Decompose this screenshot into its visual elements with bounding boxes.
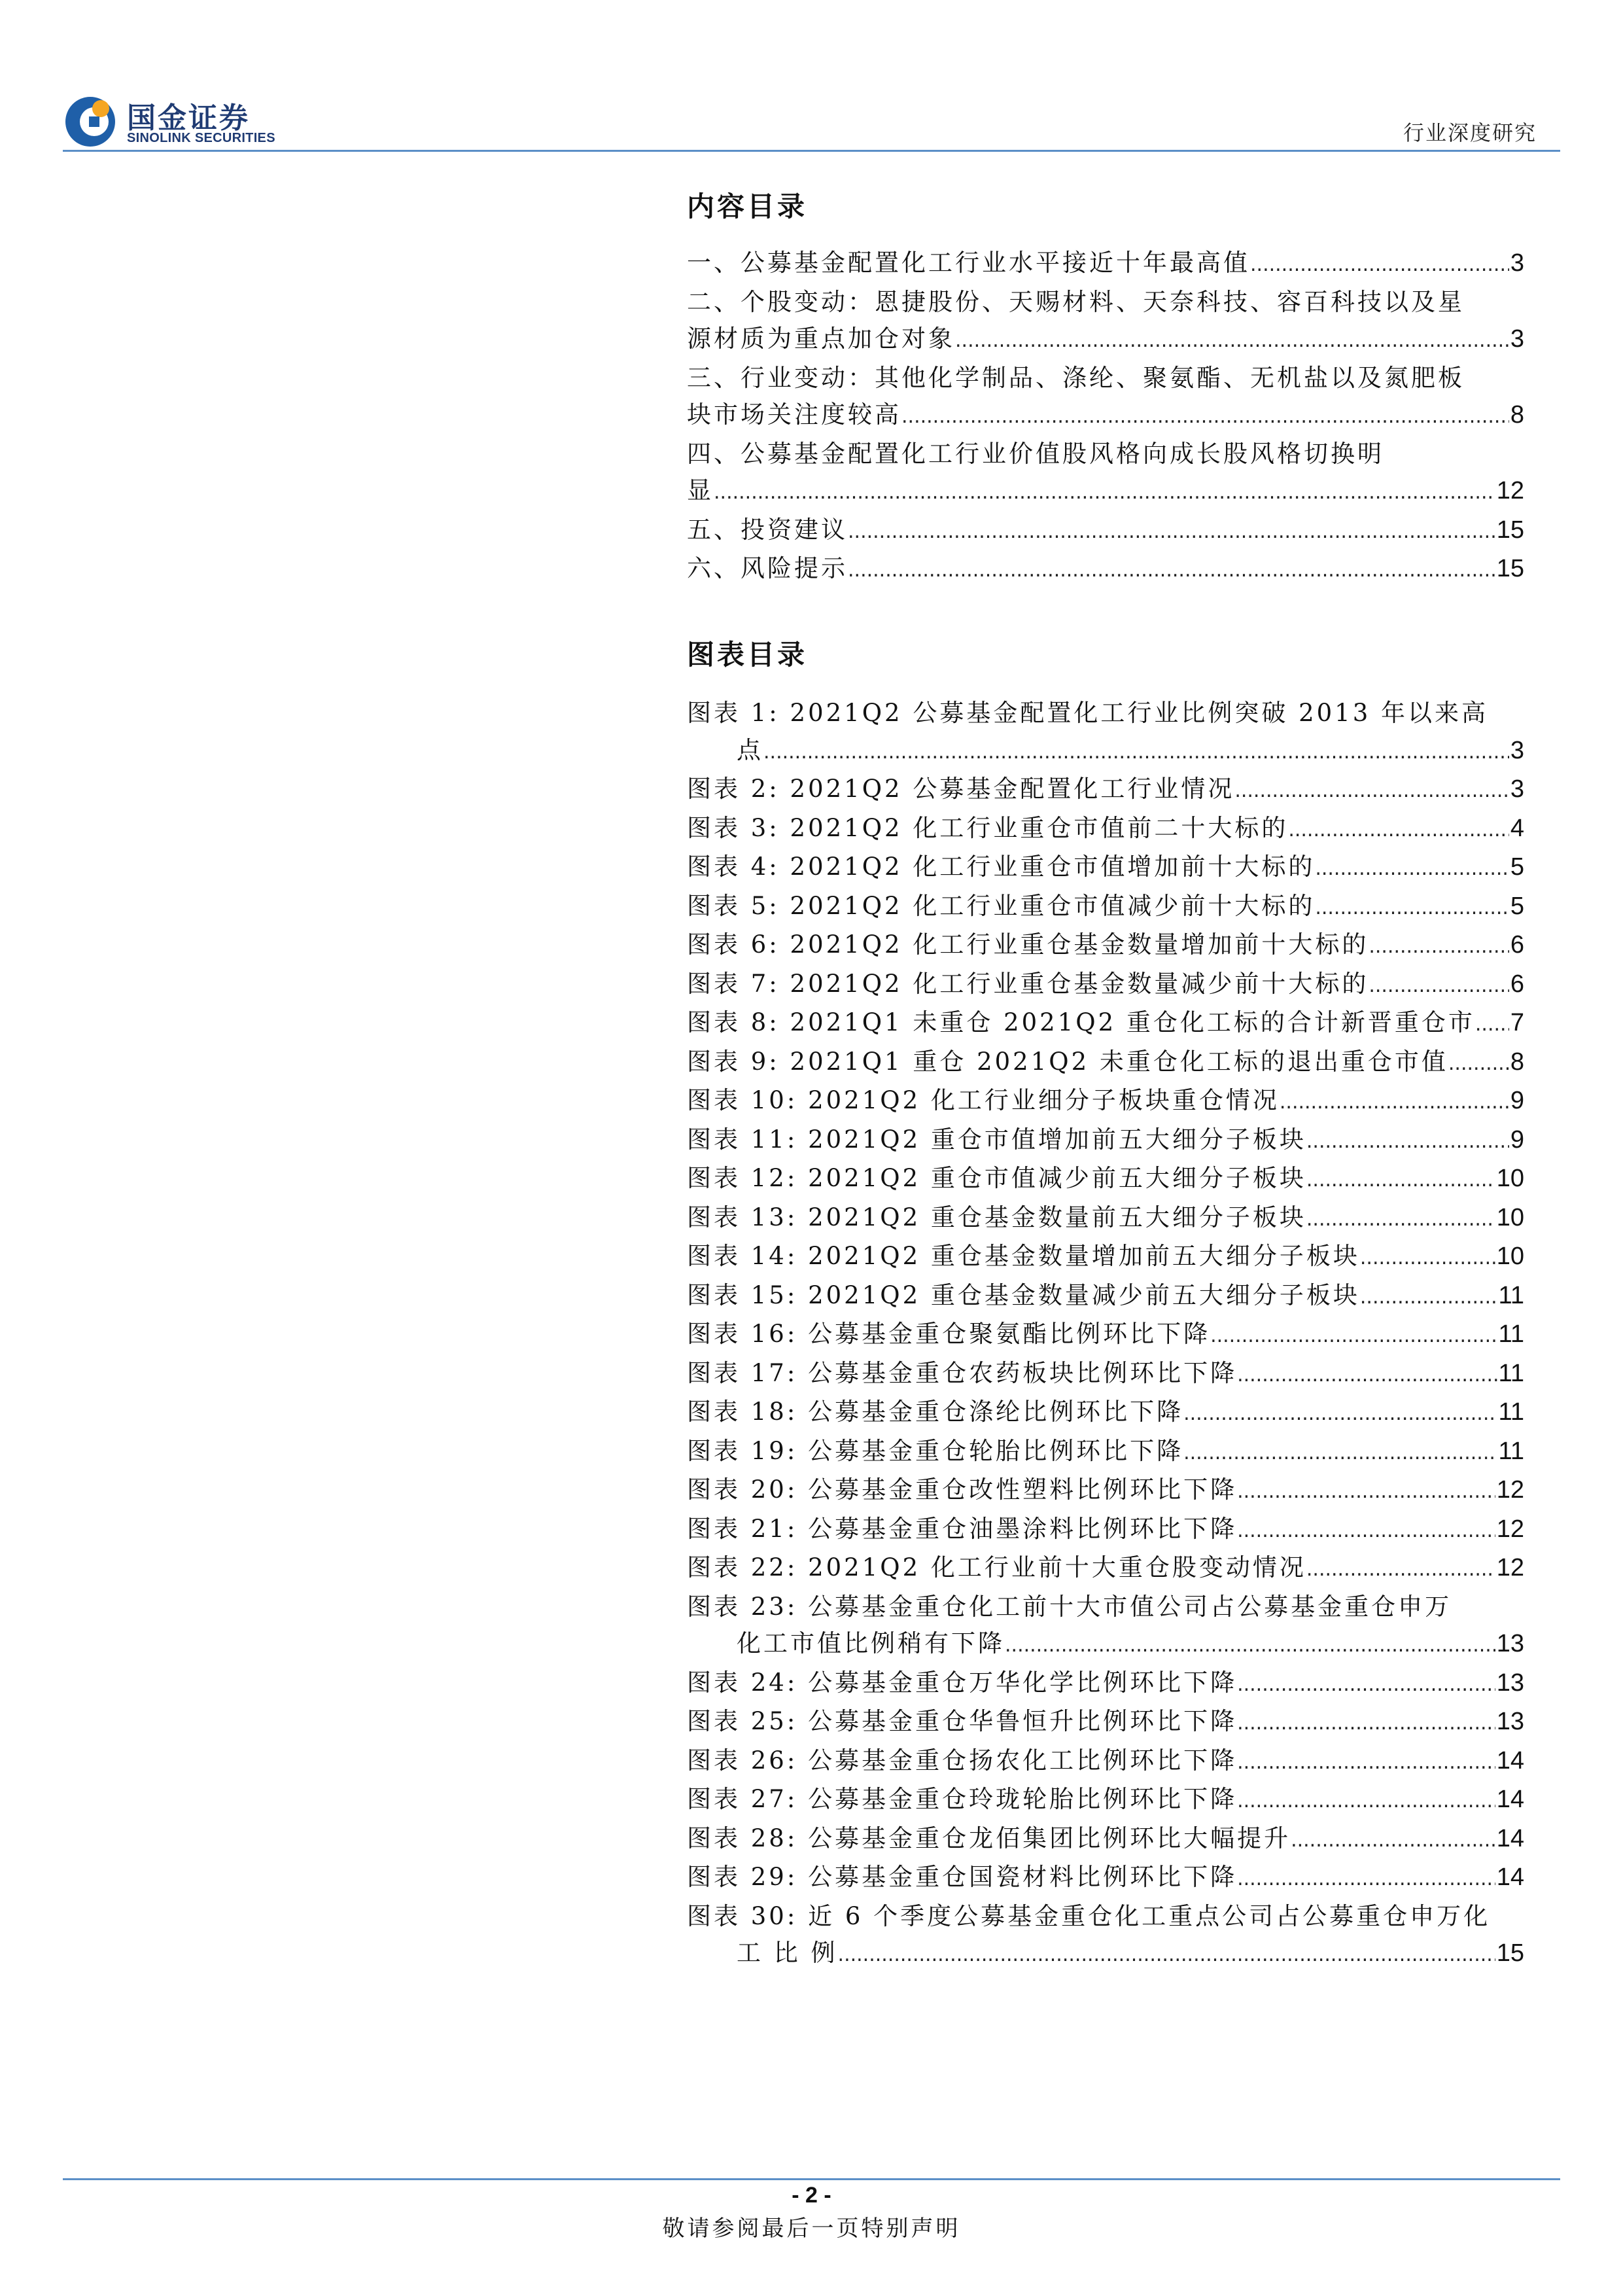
dot-leader bbox=[1237, 1783, 1495, 1820]
toc-page-number: 14 bbox=[1496, 1863, 1524, 1891]
toc-entry[interactable] bbox=[687, 888, 1524, 927]
dot-leader bbox=[1280, 1084, 1509, 1122]
toc-page-number: 12 bbox=[1496, 477, 1524, 504]
toc-entry[interactable] bbox=[687, 1820, 1524, 1860]
toc-entry[interactable] bbox=[687, 550, 1524, 590]
dot-leader bbox=[1306, 1551, 1495, 1589]
toc-page-number: 11 bbox=[1498, 1437, 1524, 1465]
toc-page-number: 14 bbox=[1496, 1786, 1524, 1813]
logo-chinese-name: 国金证券 bbox=[127, 101, 250, 135]
toc-entry[interactable] bbox=[687, 771, 1524, 810]
toc-entry-text: 图表 20: 公募基金重仓改性塑料比例环比下降 bbox=[687, 1475, 1238, 1504]
figures-list bbox=[687, 695, 1524, 1974]
toc-entry[interactable] bbox=[687, 1394, 1524, 1433]
toc-page-number: 9 bbox=[1510, 1087, 1524, 1114]
toc-entry-text: 六、风险提示 bbox=[687, 554, 848, 582]
toc-page-number: 11 bbox=[1498, 1359, 1524, 1387]
toc-entry-text: 图表 6: 2021Q2 化工行业重仓基金数量增加前十大标的 bbox=[687, 930, 1369, 959]
dot-leader bbox=[1237, 1474, 1495, 1511]
dot-leader bbox=[1306, 1201, 1495, 1239]
toc-entry-text: 图表 28: 公募基金重仓龙佰集团比例环比大幅提升 bbox=[687, 1824, 1291, 1852]
toc-page-number: 8 bbox=[1510, 401, 1524, 429]
dot-leader bbox=[1237, 1667, 1495, 1704]
toc-entry[interactable] bbox=[687, 1433, 1524, 1472]
report-type: 行业深度研究 bbox=[1403, 120, 1537, 145]
toc-page-number: 13 bbox=[1496, 1630, 1524, 1657]
toc-page-number: 15 bbox=[1496, 1939, 1524, 1967]
dot-leader bbox=[1237, 1744, 1495, 1782]
dot-leader bbox=[1315, 890, 1509, 927]
toc-entry-text: 显 bbox=[687, 476, 714, 504]
toc-page-number: 14 bbox=[1496, 1746, 1524, 1775]
dot-leader bbox=[1237, 1705, 1495, 1742]
dot-leader bbox=[1237, 1861, 1495, 1898]
toc-entry[interactable] bbox=[687, 966, 1524, 1005]
toc-page-number: 3 bbox=[1510, 775, 1524, 803]
dot-leader bbox=[1237, 1513, 1495, 1550]
toc-entry[interactable] bbox=[687, 1511, 1524, 1550]
toc-entry-text: 图表 12: 2021Q2 重仓市值减少前五大细分子板块 bbox=[687, 1164, 1306, 1192]
toc-entry[interactable] bbox=[687, 1665, 1524, 1704]
dot-leader bbox=[838, 1937, 1495, 1974]
page-number: - 2 - bbox=[792, 2183, 831, 2208]
dot-leader bbox=[1183, 1396, 1497, 1433]
toc-page-number: 3 bbox=[1510, 249, 1524, 277]
dot-leader bbox=[1475, 1006, 1509, 1044]
toc-entry-text: 化工市值比例稍有下降 bbox=[737, 1629, 1005, 1657]
toc-entry-text: 图表 27: 公募基金重仓玲珑轮胎比例环比下降 bbox=[687, 1785, 1238, 1813]
toc-entry-text: 图表 18: 公募基金重仓涤纶比例环比下降 bbox=[687, 1398, 1184, 1426]
toc-entry[interactable] bbox=[687, 360, 1524, 436]
toc-entry[interactable] bbox=[687, 1044, 1524, 1083]
toc-entry-text: 图表 16: 公募基金重仓聚氨酯比例环比下降 bbox=[687, 1320, 1211, 1348]
dot-leader bbox=[1315, 851, 1509, 888]
toc-entry[interactable] bbox=[687, 1160, 1524, 1199]
toc-page-number: 6 bbox=[1510, 931, 1524, 959]
dot-leader bbox=[1306, 1123, 1509, 1161]
toc-entry-text: 块市场关注度较高 bbox=[687, 400, 901, 429]
toc-page-number: 5 bbox=[1510, 892, 1524, 920]
toc-entry-text: 图表 19: 公募基金重仓轮胎比例环比下降 bbox=[687, 1436, 1184, 1465]
toc-entry[interactable] bbox=[687, 810, 1524, 849]
toc-entry[interactable] bbox=[687, 1781, 1524, 1820]
toc-page-number: 13 bbox=[1496, 1708, 1524, 1735]
logo-english-name: SINOLINK SECURITIES bbox=[127, 131, 275, 145]
toc-entry-text: 图表 13: 2021Q2 重仓基金数量前五大细分子板块 bbox=[687, 1203, 1306, 1231]
toc-entry-text: 图表 29: 公募基金重仓国瓷材料比例环比下降 bbox=[687, 1863, 1238, 1891]
toc-entry-text: 图表 3: 2021Q2 化工行业重仓市值前二十大标的 bbox=[687, 813, 1289, 842]
toc-entry[interactable] bbox=[687, 1238, 1524, 1277]
toc-entry[interactable] bbox=[687, 1549, 1524, 1589]
toc-page-number: 12 bbox=[1496, 1554, 1524, 1581]
toc-entry-text: 图表 1: 2021Q2 公募基金配置化工行业比例突破 2013 年以来高 bbox=[687, 699, 1489, 727]
toc-page-number: 9 bbox=[1510, 1125, 1524, 1154]
toc-entry[interactable] bbox=[687, 1199, 1524, 1239]
toc-entry-text: 点 bbox=[737, 735, 763, 764]
toc-page-number: 11 bbox=[1498, 1398, 1524, 1426]
toc-entry-text: 图表 25: 公募基金重仓华鲁恒升比例环比下降 bbox=[687, 1707, 1238, 1735]
toc-entry-text: 图表 11: 2021Q2 重仓市值增加前五大细分子板块 bbox=[687, 1125, 1306, 1154]
toc-entry-text: 图表 22: 2021Q2 化工行业前十大重仓股变动情况 bbox=[687, 1553, 1306, 1581]
dot-leader bbox=[714, 474, 1495, 512]
toc-entry-text: 图表 30: 近 6 个季度公募基金重仓化工重点公司占公募重仓申万化 bbox=[687, 1901, 1491, 1930]
toc-entry-text: 图表 23: 公募基金重仓化工前十大市值公司占公募基金重仓申万 bbox=[687, 1592, 1452, 1621]
header-divider bbox=[63, 150, 1560, 152]
dot-leader bbox=[1306, 1162, 1495, 1199]
toc-page-number: 12 bbox=[1496, 1476, 1524, 1504]
toc-page-number: 11 bbox=[1498, 1281, 1524, 1309]
dot-leader bbox=[1183, 1435, 1497, 1472]
dot-leader bbox=[848, 552, 1495, 590]
toc-entry[interactable] bbox=[687, 1589, 1524, 1665]
toc-entry-text: 图表 4: 2021Q2 化工行业重仓市值增加前十大标的 bbox=[687, 853, 1316, 881]
toc-entry-text: 图表 5: 2021Q2 化工行业重仓市值减少前十大标的 bbox=[687, 891, 1316, 920]
dot-leader bbox=[763, 734, 1509, 771]
toc-entry-text: 图表 15: 2021Q2 重仓基金数量减少前五大细分子板块 bbox=[687, 1280, 1360, 1309]
dot-leader bbox=[1369, 928, 1509, 966]
dot-leader bbox=[1448, 1046, 1509, 1083]
toc-entry[interactable] bbox=[687, 1122, 1524, 1161]
dot-leader bbox=[901, 398, 1509, 436]
toc-entry[interactable] bbox=[687, 284, 1524, 360]
toc-page-number: 10 bbox=[1496, 1243, 1524, 1270]
toc-page-number: 5 bbox=[1510, 853, 1524, 881]
toc-page-number: 15 bbox=[1496, 555, 1524, 582]
toc-entry-text: 三、行业变动：其他化学制品、涤纶、聚氨酯、无机盐以及氮肥板 bbox=[687, 363, 1465, 392]
toc-entry-text: 图表 10: 2021Q2 化工行业细分子板块重仓情况 bbox=[687, 1086, 1280, 1114]
toc-entry-text: 四、公募基金配置化工行业价值股风格向成长股风格切换明 bbox=[687, 439, 1384, 468]
toc-entry-text: 五、投资建议 bbox=[687, 515, 848, 544]
toc-entry[interactable] bbox=[687, 927, 1524, 966]
toc-entry-text: 图表 17: 公募基金重仓农药板块比例环比下降 bbox=[687, 1358, 1238, 1387]
toc-entry[interactable] bbox=[687, 245, 1524, 284]
toc-entry[interactable] bbox=[687, 1898, 1524, 1974]
toc-entry-text: 图表 24: 公募基金重仓万华化学比例环比下降 bbox=[687, 1668, 1238, 1697]
toc-page-number: 4 bbox=[1510, 814, 1524, 842]
toc-entry-text: 一、公募基金配置化工行业水平接近十年最高值 bbox=[687, 249, 1250, 277]
toc-entry-text: 图表 7: 2021Q2 化工行业重仓基金数量减少前十大标的 bbox=[687, 969, 1369, 998]
toc-entry-text: 图表 21: 公募基金重仓油墨涂料比例环比下降 bbox=[687, 1514, 1238, 1543]
dot-leader bbox=[1360, 1279, 1497, 1316]
toc-page-number: 15 bbox=[1496, 516, 1524, 544]
sinolink-logo-icon bbox=[63, 93, 118, 148]
toc-entry-text: 源材质为重点加仓对象 bbox=[687, 325, 955, 353]
dot-leader bbox=[1369, 968, 1509, 1005]
toc-page-number: 10 bbox=[1496, 1165, 1524, 1192]
toc-page-number: 6 bbox=[1510, 970, 1524, 998]
toc-page-number: 14 bbox=[1496, 1824, 1524, 1852]
toc-entry[interactable] bbox=[687, 1742, 1524, 1782]
toc-entry-text: 图表 9: 2021Q1 重仓 2021Q2 未重仓化工标的退出重仓市值 bbox=[687, 1047, 1448, 1076]
toc-entry[interactable] bbox=[687, 1316, 1524, 1355]
toc-entry[interactable] bbox=[687, 1703, 1524, 1742]
dot-leader bbox=[1288, 812, 1509, 849]
toc-entry[interactable] bbox=[687, 1355, 1524, 1394]
disclaimer-note: 敬请参阅最后一页特别声明 bbox=[662, 2216, 961, 2242]
toc-entry[interactable] bbox=[687, 695, 1524, 771]
toc-page-number: 8 bbox=[1510, 1048, 1524, 1076]
dot-leader bbox=[1250, 247, 1509, 284]
dot-leader bbox=[1005, 1627, 1495, 1665]
footer-divider bbox=[63, 2178, 1560, 2180]
dot-leader bbox=[848, 514, 1495, 551]
dot-leader bbox=[1360, 1240, 1495, 1277]
company-logo bbox=[63, 93, 295, 150]
toc-entry[interactable] bbox=[687, 436, 1524, 512]
toc-entry[interactable] bbox=[687, 1472, 1524, 1511]
dot-leader bbox=[1210, 1318, 1497, 1355]
dot-leader bbox=[1291, 1822, 1495, 1860]
toc-entry-text: 图表 14: 2021Q2 重仓基金数量增加前五大细分子板块 bbox=[687, 1242, 1360, 1270]
toc-entry[interactable] bbox=[687, 1004, 1524, 1044]
toc-page-number: 13 bbox=[1496, 1669, 1524, 1697]
contents-title: 内容目录 bbox=[687, 190, 808, 222]
dot-leader bbox=[955, 323, 1509, 360]
toc-entry-text: 图表 8: 2021Q1 未重仓 2021Q2 重仓化工标的合计新晋重仓市 bbox=[687, 1008, 1475, 1036]
toc-page-number: 10 bbox=[1496, 1203, 1524, 1231]
toc-page-number: 7 bbox=[1510, 1009, 1524, 1036]
toc-entry[interactable] bbox=[687, 849, 1524, 888]
toc-entry-text: 二、个股变动：恩捷股份、天赐材料、天奈科技、容百科技以及星 bbox=[687, 287, 1465, 316]
toc-page-number: 11 bbox=[1498, 1320, 1524, 1348]
toc-entry-text: 工 比 例 bbox=[737, 1939, 838, 1967]
toc-entry-text: 图表 2: 2021Q2 公募基金配置化工行业情况 bbox=[687, 775, 1235, 803]
figures-title: 图表目录 bbox=[687, 639, 808, 671]
toc-entry-text: 图表 26: 公募基金重仓扬农化工比例环比下降 bbox=[687, 1746, 1238, 1775]
toc-page-number: 12 bbox=[1496, 1515, 1524, 1543]
toc-page-number: 3 bbox=[1510, 325, 1524, 353]
toc-entry[interactable] bbox=[687, 512, 1524, 551]
dot-leader bbox=[1237, 1357, 1497, 1394]
toc-page-number: 3 bbox=[1510, 736, 1524, 764]
dot-leader bbox=[1234, 773, 1509, 810]
toc-entry[interactable] bbox=[687, 1082, 1524, 1122]
toc-entry[interactable] bbox=[687, 1277, 1524, 1316]
toc-entry[interactable] bbox=[687, 1859, 1524, 1898]
contents-list bbox=[687, 245, 1524, 590]
